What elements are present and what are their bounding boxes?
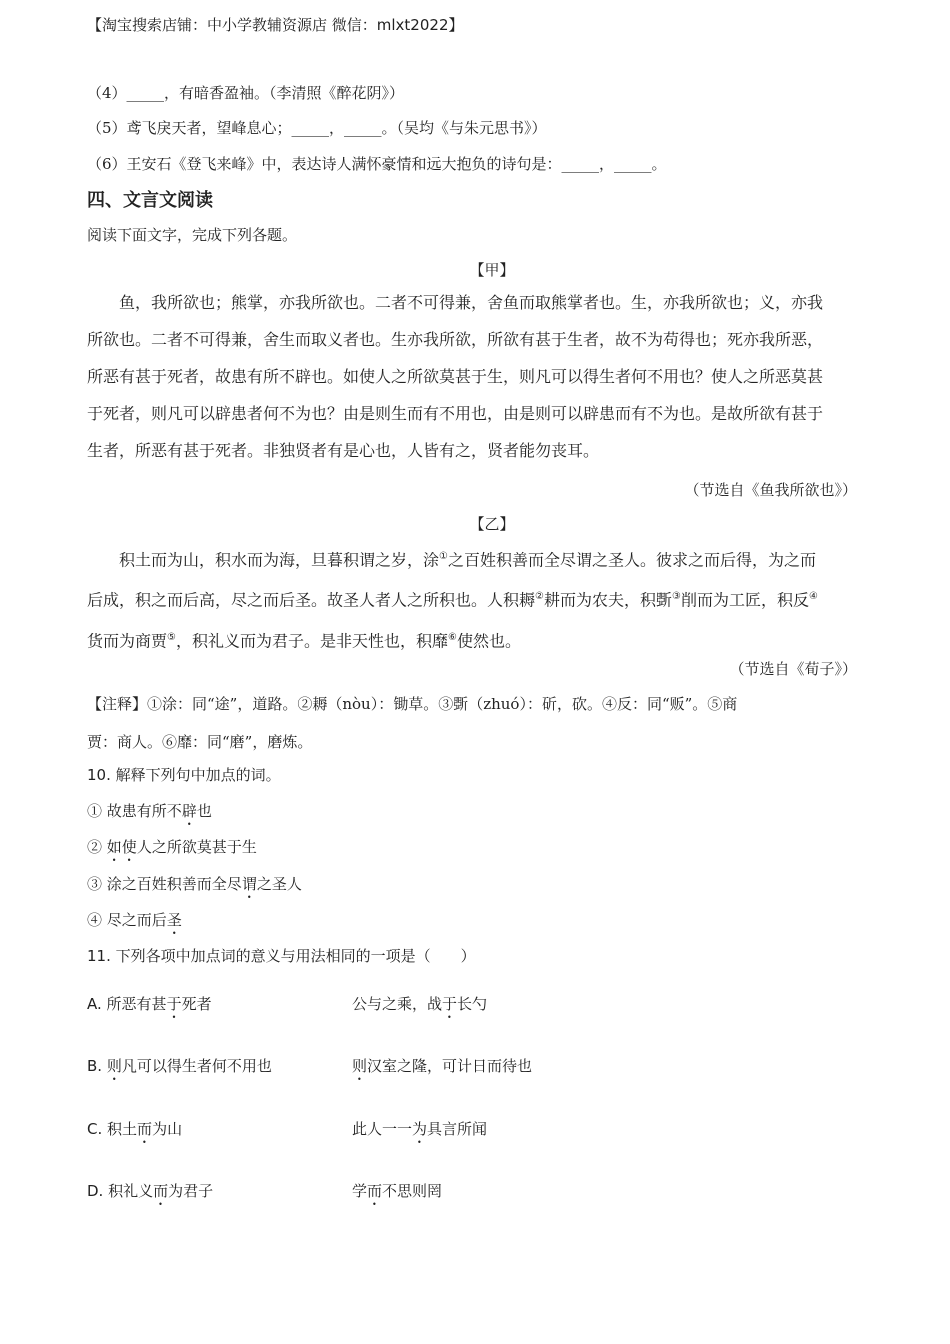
option-letter: B. (87, 1057, 103, 1075)
question-10 (87, 764, 281, 785)
text-run: 使然也。 (456, 630, 521, 650)
q10-item-3 (87, 873, 302, 902)
dotted-word: 则 (352, 1057, 368, 1075)
text-run: 尽之而后 (106, 911, 167, 929)
dotted-word: 而 (153, 1182, 169, 1200)
item-number: ① (87, 802, 103, 820)
text-run: 凡可以得生者何不用也 (121, 1057, 272, 1075)
note-marker: ③ (672, 591, 681, 603)
passage-a (87, 284, 857, 469)
dotted-word: 为 (412, 1120, 428, 1138)
dotted-word: 则 (106, 1057, 122, 1075)
text-run: 此人一一 (352, 1120, 413, 1138)
text-run: 汉室之隆，可计日而待也 (367, 1057, 533, 1075)
dotted-word: 而 (137, 1120, 153, 1138)
dotted-word: 于 (442, 995, 458, 1013)
fill-item-6: （6）王安石《登飞来峰》中，表达诗人满怀豪情和远大抱负的诗句是：_____，_____。 (87, 155, 667, 173)
text-run: 削而为工匠，积反 (680, 590, 809, 610)
passage-b (87, 538, 857, 659)
text-run: 积礼义 (108, 1182, 154, 1200)
instruction: 阅读下面文字，完成下列各题。 (87, 226, 298, 244)
passage-b-line (87, 538, 857, 578)
q10-item-4 (87, 909, 182, 938)
text-run: 货而为商贾 (87, 630, 168, 650)
question-number: 10. (87, 766, 111, 784)
text-run: 后成，积之而后高，尽之而后圣。故圣人者人之所积也。人积耨 (87, 590, 536, 610)
item-number: ④ (87, 911, 103, 929)
passage-b-line (87, 578, 857, 618)
question-stem: 下列各项中加点词的意义与用法相同的一项是（ ） (115, 947, 476, 965)
passage-a-source: （节选自《鱼我所欲也》） (684, 481, 857, 499)
q11-option-a[interactable] (87, 993, 212, 1022)
text-run: 不思则罔 (382, 1182, 443, 1200)
note-marker: ④ (808, 591, 818, 603)
q11-option-d-right (352, 1180, 442, 1209)
notes-line-2: 贾：商人。⑥靡：同“磨”，磨炼。 (87, 733, 313, 751)
text-run: 积土 (107, 1120, 138, 1138)
text-run: 死者 (181, 995, 212, 1013)
note-marker: ① (439, 551, 448, 562)
passage-a-line: 生者，所恶有甚于死者。非独贤者有是心也，人皆有之，贤者能勿丧耳。 (87, 441, 600, 460)
text-run: 为山 (152, 1120, 183, 1138)
text-run: ，积礼义而为君子。是非天性也，积靡 (175, 630, 448, 650)
text-run: 之圣人 (256, 875, 302, 893)
q11-option-b[interactable] (87, 1055, 272, 1084)
text-run: 之百姓积善而全尽谓之圣人。彼求之而后得，为之而 (447, 550, 816, 570)
passage-a-label: 【甲】 (469, 261, 515, 279)
q10-item-2 (87, 836, 257, 865)
passage-a-line: 鱼，我所欲也；熊掌，亦我所欲也。二者不可得兼，舍鱼而取熊掌者也。生，亦我所欲也；义，亦我 (119, 293, 824, 312)
passage-a-line: 所恶有甚于死者，故患有所不辟也。如使人之所欲莫甚于生，则凡可以得生者何不用也？使人之所恶莫甚 (87, 367, 824, 386)
text-run: 涂之百姓积善而全尽 (106, 875, 242, 893)
q10-item-1 (87, 800, 212, 829)
passage-b-source: （节选自《荀子》） (729, 660, 857, 678)
option-letter: D. (87, 1182, 104, 1200)
q11-option-c[interactable] (87, 1118, 182, 1147)
fill-item-5: （5）鸢飞戾天者，望峰息心；_____，_____。（吴均《与朱元思书》） (87, 119, 547, 137)
q11-option-d[interactable] (87, 1180, 213, 1209)
note-marker: ⑤ (167, 631, 176, 643)
text-run: 耕而为农夫，积斲 (543, 590, 672, 610)
item-number: ② (87, 838, 103, 856)
dotted-word: 而 (367, 1182, 383, 1200)
passage-a-line: 所欲也。二者不可得兼，舍生而取义者也。生亦我所欲，所欲有甚于生者，故不为苟得也；死亦我所恶， (87, 330, 824, 349)
text-run: 故患有所不 (106, 802, 182, 820)
q11-option-b-right (352, 1055, 532, 1084)
dotted-word: 如使 (106, 838, 137, 856)
text-run: 所恶有甚 (106, 995, 167, 1013)
dotted-word: 谓 (241, 875, 257, 893)
fill-item-4: （4）_____，有暗香盈袖。（李清照《醉花阴》） (87, 84, 405, 102)
q11-option-c-right (352, 1118, 487, 1147)
option-letter: A. (87, 995, 102, 1013)
text-run: 积土而为山，积水而为海，旦暮积谓之岁，涂 (119, 550, 440, 570)
q11-option-a-right (352, 993, 487, 1022)
section-title: 四、文言文阅读 (87, 190, 213, 211)
dotted-word: 圣 (166, 911, 182, 929)
page-header: 【淘宝搜索店铺：中小学教辅资源店 微信：mlxt2022】 (87, 16, 464, 34)
text-run: 为君子 (168, 1182, 214, 1200)
option-letter: C. (87, 1120, 103, 1138)
text-run: 长勺 (457, 995, 488, 1013)
item-number: ③ (87, 875, 103, 893)
text-run: 人之所欲莫甚于生 (136, 838, 257, 856)
dotted-word: 辟 (181, 802, 197, 820)
text-run: 也 (196, 802, 212, 820)
note-marker: ② (535, 591, 544, 603)
dotted-word: 于 (166, 995, 182, 1013)
note-marker: ⑥ (448, 631, 457, 643)
question-number: 11. (87, 947, 111, 965)
passage-b-line (87, 619, 857, 659)
text-run: 学 (352, 1182, 368, 1200)
question-stem: 解释下列句中加点的词。 (115, 766, 281, 784)
notes-line-1: 【注释】①涂：同“途”，道路。②耨（nòu）：锄草。③斲（zhuó）：斫，砍。④反：同“贩”。⑤商 (87, 695, 738, 713)
text-run: 公与之乘，战 (352, 995, 443, 1013)
passage-a-line: 于死者，则凡可以辟患者何不为也？由是则生而有不用也，由是则可以辟患而有不为也。是故所欲有甚于 (87, 404, 824, 423)
text-run: 具言所闻 (427, 1120, 488, 1138)
passage-b-label: 【乙】 (469, 515, 515, 533)
question-11 (87, 945, 476, 966)
